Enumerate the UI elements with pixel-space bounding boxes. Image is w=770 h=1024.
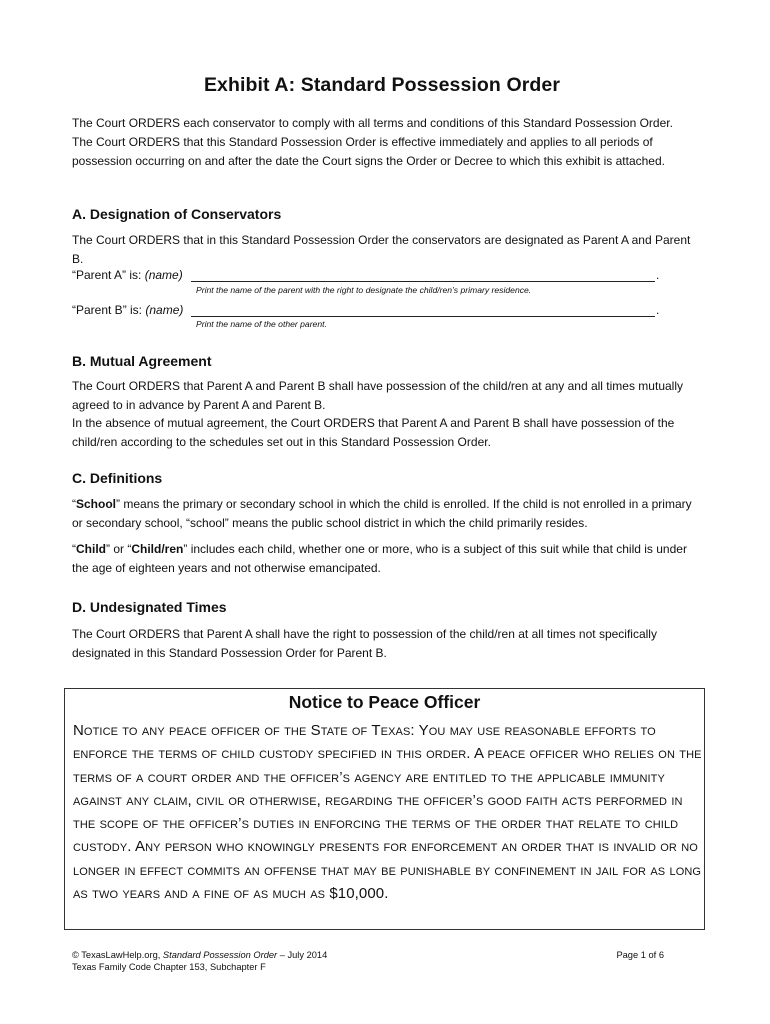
notice-box: [64, 688, 705, 930]
definition-child: [72, 540, 692, 578]
parent-a-label: “Parent A” is:: [72, 268, 145, 282]
document-title: Exhibit A: Standard Possession Order: [203, 74, 561, 96]
parent-a-name-input[interactable]: [191, 281, 655, 282]
child-open-quote: “: [72, 542, 76, 556]
school-definition: ” means the primary or secondary school in which the child is enrolled. If the child is not enrolled in a primary or secondary school, “school” means the public school district in which the child primarily resides.: [72, 497, 692, 530]
school-open-quote: “: [72, 497, 76, 511]
parent-b-period: .: [656, 303, 660, 317]
section-c-heading: C. Definitions: [72, 470, 163, 486]
footer-doc-name: Standard Possession Order: [162, 950, 278, 960]
parent-b-label: “Parent B” is:: [72, 303, 146, 317]
notice-text: Notice to any peace officer of the State of Texas: You may use reasonable efforts to enforce the terms of child custody specified in this order. A peace officer who relies on the terms of a court order and the officer’s agency are entitled to the applicable immunity against any claim, civil or otherwise, regarding the officer’s good faith acts performed in the scope of the officer’s duties in enforcing the terms of the order that relate to child custody. Any person who knowingly presents for enforcement an order that is invalid or no longer in effect commits an offense that may be punishable by confinement in jail for as long as two years and a fine of as much as $10,000.: [73, 722, 702, 903]
parent-b-name-hint: (name): [145, 303, 184, 317]
footer-copyright: © TexasLawHelp.org,: [72, 950, 163, 960]
child-definition: ” includes each child, whether one or more, who is a subject of this suit while that child is under the age of eighteen years and not otherwise emancipated.: [72, 542, 687, 575]
section-d-text: The Court ORDERS that Parent A shall have the right to possession of the child/ren at all times not specifically designated in this Standard Possession Order for Parent B.: [72, 627, 657, 660]
parent-b-field: [72, 303, 692, 321]
definition-school: [72, 495, 692, 533]
parent-b-help: Print the name of the other parent.: [196, 319, 327, 329]
footer-date: – July 2014: [277, 950, 328, 960]
footer-copyright-line: [72, 949, 327, 961]
section-d-heading: D. Undesignated Times: [72, 599, 227, 615]
footer-code-ref: Texas Family Code Chapter 153, Subchapter F: [72, 962, 266, 972]
children-term: Child/ren: [131, 542, 184, 556]
child-term: Child: [76, 542, 106, 556]
section-a-text: The Court ORDERS that in this Standard Possession Order the conservators are designated as Parent A and Parent B.: [72, 233, 691, 266]
section-a-heading: A. Designation of Conservators: [72, 206, 282, 222]
parent-a-label-group: [72, 268, 183, 282]
section-b-text-2: In the absence of mutual agreement, the Court ORDERS that Parent A and Parent B shall have possession of the child/ren according to the schedules set out in this Standard Possession Order.: [72, 416, 675, 449]
section-b-heading: B. Mutual Agreement: [72, 353, 212, 369]
section-b-text-1: The Court ORDERS that Parent A and Parent B shall have possession of the child/ren at any and all times mutually agreed to in advance by Parent A and Parent B.: [72, 379, 683, 412]
child-mid-quote: ” or “: [106, 542, 132, 556]
page-number: Page 1 of 6: [616, 950, 664, 960]
parent-b-name-input[interactable]: [191, 316, 655, 317]
parent-b-label-group: [72, 303, 183, 317]
footer-left: [72, 949, 327, 973]
parent-a-period: .: [656, 268, 660, 282]
parent-a-name-hint: (name): [144, 268, 183, 282]
parent-a-field: [72, 268, 692, 286]
notice-title: Notice to Peace Officer: [288, 692, 481, 712]
school-term: School: [76, 497, 117, 511]
parent-a-help: Print the name of the parent with the right to designate the child/ren’s primary residence.: [196, 285, 532, 295]
intro-paragraph: The Court ORDERS each conservator to comply with all terms and conditions of this Standard Possession Order. The Court ORDERS that this Standard Possession Order is effective immediately and applies to all periods of possession occurring on and after the date the Court signs the Order or Decree to which this exhibit is attached.: [72, 116, 673, 168]
